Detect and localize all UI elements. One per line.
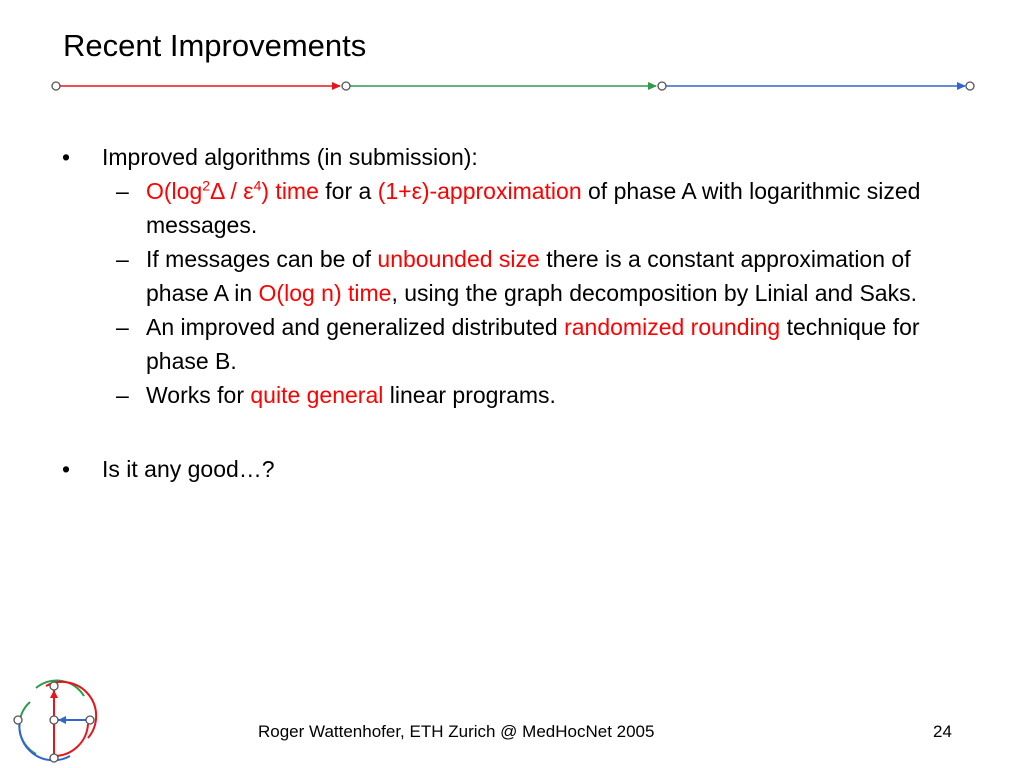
slide-content <box>62 140 962 486</box>
bullet-mark: • <box>62 456 71 482</box>
sub-bullet-text: An improved and generalized distributed <box>146 314 565 340</box>
highlighted-text: 4 <box>253 177 262 194</box>
sub-bullet-item <box>62 242 962 310</box>
highlighted-text: randomized rounding <box>564 314 781 340</box>
sub-bullet-item <box>62 310 962 378</box>
sub-bullet-text: Works for <box>146 382 251 408</box>
sub-bullet-text: of phase A with logarithmic sized messages. <box>146 178 921 238</box>
highlighted-text: ) time <box>261 178 319 204</box>
sub-bullet-dash: – <box>116 246 129 272</box>
bullet-item <box>62 140 962 174</box>
page-number: 24 <box>933 722 952 741</box>
sub-bullet-dash: – <box>116 178 129 204</box>
sub-bullet-item <box>62 174 962 242</box>
highlighted-text: 2 <box>202 177 211 194</box>
highlighted-text: (1+ε)-approximation <box>377 178 582 204</box>
slide-title: Recent Improvements <box>63 28 367 63</box>
highlighted-text: Δ / ε <box>210 178 254 204</box>
sub-bullet-text: there is a constant approximation of phase A in <box>146 246 911 306</box>
title-divider-arrows <box>0 72 1024 100</box>
sub-bullet-dash: – <box>116 314 129 340</box>
graph-logo <box>10 676 100 768</box>
highlighted-text: quite general <box>250 382 384 408</box>
bullet-text: Is it any good…? <box>102 456 275 482</box>
highlighted-text: unbounded size <box>377 246 540 272</box>
bullet-mark: • <box>62 144 71 170</box>
sub-bullet-text: technique for phase B. <box>146 314 920 374</box>
footer-text: Roger Wattenhofer, ETH Zurich @ MedHocNet 2005 <box>258 722 655 741</box>
sub-bullet-text: for a <box>318 178 378 204</box>
sub-bullet-text: linear programs. <box>383 382 556 408</box>
highlighted-text: O(log n) time <box>258 280 392 306</box>
bullet-text: Improved algorithms (in submission): <box>102 144 478 170</box>
sub-bullet-item <box>62 378 962 412</box>
bullet-item <box>62 452 962 486</box>
sub-bullet-dash: – <box>116 382 129 408</box>
sub-bullet-text: If messages can be of <box>146 246 378 272</box>
highlighted-text: O(log <box>146 178 203 204</box>
sub-bullet-text: , using the graph decomposition by Linial and Saks. <box>391 280 917 306</box>
